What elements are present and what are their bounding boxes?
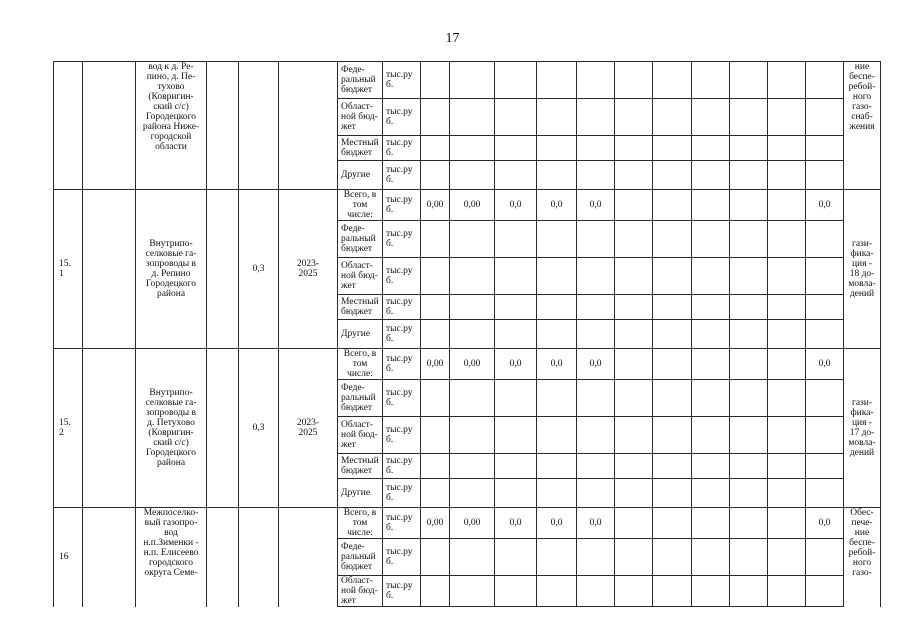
empty-cell	[615, 349, 653, 380]
empty-cell	[692, 539, 730, 576]
empty-cell	[450, 380, 495, 417]
funding-source-regional: Област- ной бюд- жет	[338, 576, 383, 607]
empty-cell	[653, 349, 692, 380]
empty-cell	[730, 221, 768, 258]
unit-label: тыс.ру б.	[383, 508, 421, 539]
empty-cell	[692, 349, 730, 380]
empty-cell	[653, 454, 692, 479]
value-cell: 0,0	[495, 349, 537, 380]
program-table	[53, 61, 881, 607]
empty-cell	[806, 576, 844, 607]
value-cell: 0,00	[421, 190, 450, 221]
unit-label: тыс.ру б.	[383, 539, 421, 576]
empty-cell	[577, 576, 615, 607]
empty-cell	[730, 62, 768, 99]
table-row	[54, 62, 881, 99]
funding-source-federal: Феде- ральный бюджет	[338, 221, 383, 258]
empty-cell	[768, 539, 806, 576]
empty-cell	[730, 380, 768, 417]
unit-label: тыс.ру б.	[383, 295, 421, 320]
unit-label: тыс.ру б.	[383, 479, 421, 508]
unit-label: тыс.ру б.	[383, 576, 421, 607]
funding-source-federal: Феде- ральный бюджет	[338, 62, 383, 99]
empty-cell	[806, 320, 844, 349]
empty-cell	[577, 417, 615, 454]
length-value	[239, 62, 279, 190]
empty-cell	[450, 576, 495, 607]
blank-cell	[83, 349, 136, 508]
expected-result: гази- фика- ция - 18 до- мовла- дений	[844, 190, 881, 349]
empty-cell	[653, 320, 692, 349]
blank-cell	[83, 190, 136, 349]
unit-label: тыс.ру б.	[383, 161, 421, 190]
empty-cell	[806, 454, 844, 479]
empty-cell	[730, 479, 768, 508]
funding-source-federal: Феде- ральный бюджет	[338, 539, 383, 576]
empty-cell	[692, 190, 730, 221]
empty-cell	[495, 539, 537, 576]
empty-cell	[615, 295, 653, 320]
empty-cell	[450, 417, 495, 454]
empty-cell	[615, 539, 653, 576]
empty-cell	[537, 479, 577, 508]
empty-cell	[577, 295, 615, 320]
empty-cell	[692, 221, 730, 258]
empty-cell	[768, 62, 806, 99]
empty-cell	[577, 454, 615, 479]
period-value: 2023- 2025	[279, 190, 338, 349]
table-body	[54, 62, 881, 607]
empty-cell	[692, 99, 730, 136]
empty-cell	[577, 479, 615, 508]
empty-cell	[615, 136, 653, 161]
empty-cell	[730, 190, 768, 221]
empty-cell	[768, 295, 806, 320]
value-cell: 0,0	[806, 349, 844, 380]
empty-cell	[615, 479, 653, 508]
empty-cell	[730, 136, 768, 161]
funding-source-total: Всего, в том числе:	[338, 190, 383, 221]
empty-cell	[537, 380, 577, 417]
empty-cell	[692, 136, 730, 161]
expected-result: Обес- пече- ние беспе- ребой- ного газо-	[844, 508, 881, 607]
empty-cell	[730, 576, 768, 607]
blank-cell	[207, 349, 239, 508]
empty-cell	[450, 258, 495, 295]
empty-cell	[537, 221, 577, 258]
empty-cell	[768, 161, 806, 190]
empty-cell	[421, 320, 450, 349]
value-cell: 0,0	[577, 508, 615, 539]
empty-cell	[615, 221, 653, 258]
empty-cell	[421, 539, 450, 576]
empty-cell	[653, 417, 692, 454]
value-cell: 0,0	[806, 508, 844, 539]
empty-cell	[730, 508, 768, 539]
empty-cell	[806, 539, 844, 576]
empty-cell	[537, 576, 577, 607]
empty-cell	[495, 320, 537, 349]
empty-cell	[421, 479, 450, 508]
empty-cell	[768, 349, 806, 380]
empty-cell	[653, 380, 692, 417]
length-value: 0,3	[239, 190, 279, 349]
value-cell: 0,0	[806, 190, 844, 221]
empty-cell	[577, 380, 615, 417]
empty-cell	[421, 258, 450, 295]
empty-cell	[615, 454, 653, 479]
empty-cell	[806, 380, 844, 417]
value-cell: 0,0	[495, 508, 537, 539]
empty-cell	[768, 136, 806, 161]
empty-cell	[495, 454, 537, 479]
empty-cell	[653, 136, 692, 161]
empty-cell	[421, 380, 450, 417]
empty-cell	[615, 190, 653, 221]
unit-label: тыс.ру б.	[383, 99, 421, 136]
unit-label: тыс.ру б.	[383, 349, 421, 380]
empty-cell	[577, 221, 615, 258]
empty-cell	[806, 221, 844, 258]
empty-cell	[653, 258, 692, 295]
empty-cell	[537, 417, 577, 454]
empty-cell	[692, 320, 730, 349]
empty-cell	[615, 508, 653, 539]
length-value: 0,3	[239, 349, 279, 508]
table-row	[54, 349, 881, 380]
funding-source-federal: Феде- ральный бюджет	[338, 380, 383, 417]
empty-cell	[806, 62, 844, 99]
empty-cell	[537, 161, 577, 190]
empty-cell	[692, 454, 730, 479]
empty-cell	[768, 479, 806, 508]
empty-cell	[495, 479, 537, 508]
empty-cell	[450, 161, 495, 190]
funding-source-other: Другие	[338, 161, 383, 190]
empty-cell	[768, 320, 806, 349]
unit-label: тыс.ру б.	[383, 258, 421, 295]
empty-cell	[421, 454, 450, 479]
empty-cell	[421, 295, 450, 320]
empty-cell	[692, 508, 730, 539]
table-row	[54, 190, 881, 221]
empty-cell	[450, 136, 495, 161]
empty-cell	[653, 62, 692, 99]
empty-cell	[730, 161, 768, 190]
empty-cell	[615, 576, 653, 607]
unit-label: тыс.ру б.	[383, 190, 421, 221]
empty-cell	[806, 99, 844, 136]
empty-cell	[653, 190, 692, 221]
empty-cell	[692, 417, 730, 454]
unit-label: тыс.ру б.	[383, 136, 421, 161]
empty-cell	[495, 417, 537, 454]
blank-cell	[207, 62, 239, 190]
unit-label: тыс.ру б.	[383, 320, 421, 349]
value-cell: 0,00	[450, 190, 495, 221]
value-cell: 0,00	[450, 508, 495, 539]
empty-cell	[730, 349, 768, 380]
empty-cell	[577, 258, 615, 295]
empty-cell	[537, 258, 577, 295]
value-cell: 0,0	[577, 190, 615, 221]
funding-source-other: Другие	[338, 479, 383, 508]
row-index: 15. 1	[54, 190, 83, 349]
period-value: 2023- 2025	[279, 349, 338, 508]
empty-cell	[450, 454, 495, 479]
empty-cell	[450, 539, 495, 576]
empty-cell	[653, 221, 692, 258]
funding-source-local: Местный бюджет	[338, 454, 383, 479]
empty-cell	[730, 320, 768, 349]
empty-cell	[537, 295, 577, 320]
empty-cell	[806, 161, 844, 190]
empty-cell	[421, 62, 450, 99]
empty-cell	[577, 539, 615, 576]
empty-cell	[730, 417, 768, 454]
empty-cell	[768, 221, 806, 258]
unit-label: тыс.ру б.	[383, 62, 421, 99]
empty-cell	[537, 454, 577, 479]
empty-cell	[615, 99, 653, 136]
empty-cell	[653, 508, 692, 539]
empty-cell	[537, 62, 577, 99]
unit-label: тыс.ру б.	[383, 380, 421, 417]
empty-cell	[615, 320, 653, 349]
expected-result: гази- фика- ция - 17 до- мовла- дений	[844, 349, 881, 508]
object-name: Внутрипо- селковые га- зопроводы в д. Петухово (Ковригин- ский с/с) Городецкого района	[136, 349, 207, 508]
object-name: Межпоселко- вый газопро- вод н.п.Зименки - н.п. Елисеево городского округа Семе-	[136, 508, 207, 607]
funding-source-total: Всего, в том числе:	[338, 508, 383, 539]
empty-cell	[495, 136, 537, 161]
value-cell: 0,0	[537, 508, 577, 539]
empty-cell	[615, 258, 653, 295]
empty-cell	[730, 539, 768, 576]
value-cell: 0,0	[537, 190, 577, 221]
empty-cell	[495, 380, 537, 417]
empty-cell	[768, 454, 806, 479]
blank-cell	[83, 508, 136, 607]
empty-cell	[692, 295, 730, 320]
empty-cell	[495, 295, 537, 320]
row-index: 16	[54, 508, 83, 607]
empty-cell	[806, 258, 844, 295]
empty-cell	[495, 221, 537, 258]
empty-cell	[806, 295, 844, 320]
unit-label: тыс.ру б.	[383, 454, 421, 479]
empty-cell	[577, 99, 615, 136]
empty-cell	[806, 479, 844, 508]
empty-cell	[692, 380, 730, 417]
empty-cell	[692, 576, 730, 607]
empty-cell	[768, 190, 806, 221]
empty-cell	[692, 479, 730, 508]
empty-cell	[768, 508, 806, 539]
empty-cell	[537, 320, 577, 349]
empty-cell	[450, 479, 495, 508]
empty-cell	[768, 576, 806, 607]
empty-cell	[768, 417, 806, 454]
empty-cell	[577, 161, 615, 190]
empty-cell	[615, 417, 653, 454]
row-index: 15. 2	[54, 349, 83, 508]
empty-cell	[730, 258, 768, 295]
funding-source-other: Другие	[338, 320, 383, 349]
empty-cell	[806, 136, 844, 161]
expected-result: ние беспе- ребой- ного газо- снаб- жения	[844, 62, 881, 190]
funding-source-local: Местный бюджет	[338, 295, 383, 320]
value-cell: 0,0	[495, 190, 537, 221]
empty-cell	[577, 136, 615, 161]
empty-cell	[421, 221, 450, 258]
empty-cell	[806, 417, 844, 454]
empty-cell	[450, 62, 495, 99]
empty-cell	[421, 417, 450, 454]
empty-cell	[495, 62, 537, 99]
value-cell: 0,00	[450, 349, 495, 380]
funding-source-total: Всего, в том числе:	[338, 349, 383, 380]
empty-cell	[768, 99, 806, 136]
empty-cell	[615, 62, 653, 99]
empty-cell	[577, 62, 615, 99]
empty-cell	[768, 258, 806, 295]
empty-cell	[768, 380, 806, 417]
empty-cell	[692, 62, 730, 99]
empty-cell	[450, 99, 495, 136]
empty-cell	[577, 320, 615, 349]
empty-cell	[537, 136, 577, 161]
unit-label: тыс.ру б.	[383, 221, 421, 258]
blank-cell	[83, 62, 136, 190]
empty-cell	[653, 539, 692, 576]
empty-cell	[730, 454, 768, 479]
unit-label: тыс.ру б.	[383, 417, 421, 454]
value-cell: 0,0	[537, 349, 577, 380]
empty-cell	[692, 161, 730, 190]
empty-cell	[615, 161, 653, 190]
empty-cell	[421, 99, 450, 136]
empty-cell	[495, 576, 537, 607]
period-value	[279, 62, 338, 190]
empty-cell	[450, 295, 495, 320]
page-number: 17	[445, 31, 460, 46]
empty-cell	[653, 99, 692, 136]
empty-cell	[537, 99, 577, 136]
empty-cell	[653, 479, 692, 508]
empty-cell	[495, 161, 537, 190]
funding-source-local: Местный бюджет	[338, 136, 383, 161]
funding-source-regional: Област- ной бюд- жет	[338, 258, 383, 295]
empty-cell	[615, 380, 653, 417]
blank-cell	[207, 190, 239, 349]
object-name: Внутрипо- селковые га- зопроводы в д. Репино Городецкого района	[136, 190, 207, 349]
empty-cell	[450, 320, 495, 349]
funding-source-regional: Област- ной бюд- жет	[338, 99, 383, 136]
value-cell: 0,0	[577, 349, 615, 380]
table-row	[54, 508, 881, 539]
funding-source-regional: Област- ной бюд- жет	[338, 417, 383, 454]
length-value	[239, 508, 279, 607]
empty-cell	[653, 295, 692, 320]
empty-cell	[730, 295, 768, 320]
empty-cell	[421, 136, 450, 161]
value-cell: 0,00	[421, 349, 450, 380]
empty-cell	[495, 258, 537, 295]
empty-cell	[537, 539, 577, 576]
empty-cell	[653, 576, 692, 607]
empty-cell	[653, 161, 692, 190]
empty-cell	[692, 258, 730, 295]
empty-cell	[421, 576, 450, 607]
empty-cell	[730, 99, 768, 136]
empty-cell	[421, 161, 450, 190]
empty-cell	[450, 221, 495, 258]
value-cell: 0,00	[421, 508, 450, 539]
blank-cell	[207, 508, 239, 607]
period-value	[279, 508, 338, 607]
empty-cell	[495, 99, 537, 136]
row-index	[54, 62, 83, 190]
object-name: вод к д. Ре- пино, д. Пе- тухово (Ковригин- ский с/с) Городецкого района Ниже- городской области	[136, 62, 207, 190]
